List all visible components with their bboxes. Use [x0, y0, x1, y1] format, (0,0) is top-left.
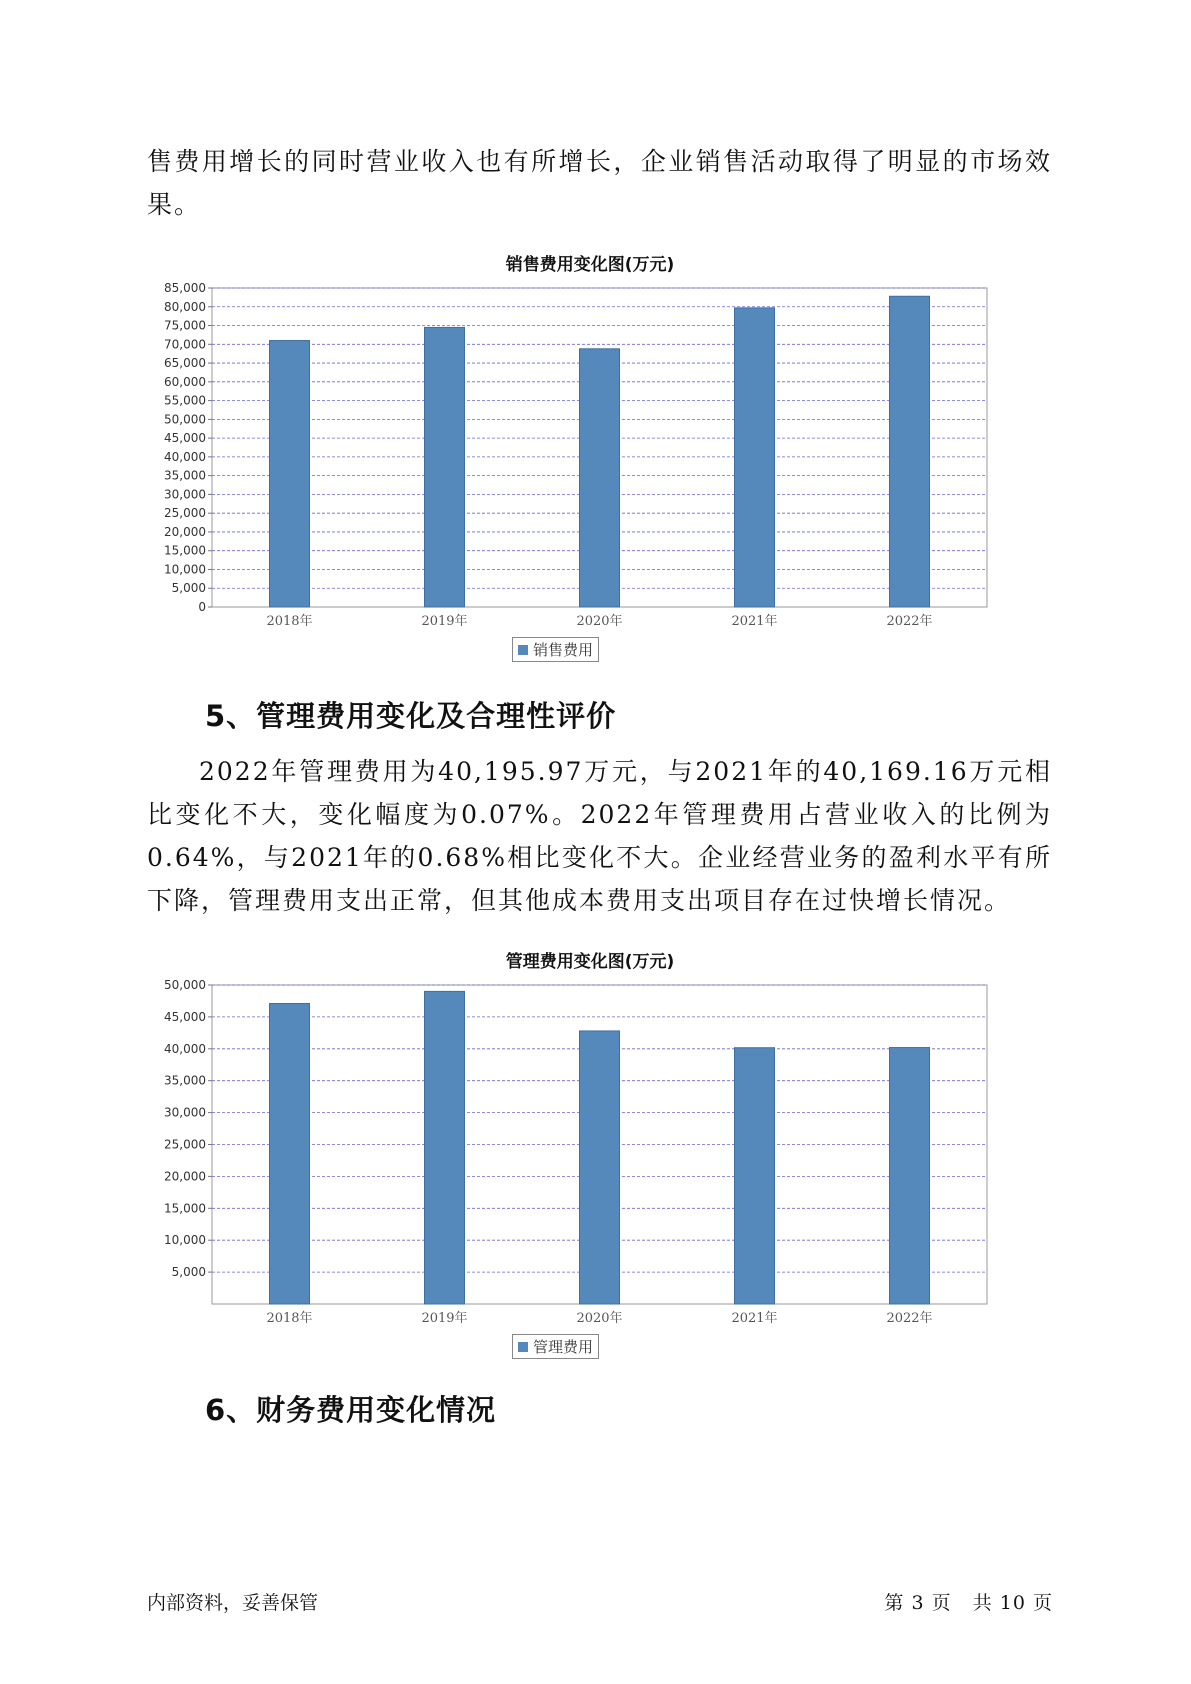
y-tick-label: 55,000 — [164, 393, 206, 408]
page-label-pre: 第 — [884, 1592, 905, 1614]
chart-title: 管理费用变化图(万元) — [505, 952, 675, 972]
y-tick-label: 10,000 — [164, 562, 206, 577]
y-tick-label: 45,000 — [164, 431, 206, 446]
chart-legend — [512, 1334, 599, 1359]
chart-legend — [512, 637, 599, 662]
bar — [580, 1031, 620, 1304]
legend-swatch — [518, 1342, 528, 1352]
admin-expense-plot — [160, 977, 1020, 1347]
y-tick-label: 85,000 — [164, 281, 206, 295]
y-tick-label: 5,000 — [171, 581, 206, 596]
y-tick-label: 40,000 — [164, 1041, 206, 1056]
bar — [425, 991, 465, 1304]
y-tick-label: 35,000 — [164, 1073, 206, 1088]
chart-title: 销售费用变化图(万元) — [505, 255, 675, 275]
y-tick-label: 0 — [198, 600, 206, 614]
footer-page-info — [884, 1588, 1053, 1615]
y-tick-label: 10,000 — [164, 1233, 206, 1248]
y-tick-label: 30,000 — [164, 487, 206, 502]
y-tick-label: 50,000 — [164, 978, 206, 992]
bar — [890, 1048, 930, 1304]
y-tick-label: 30,000 — [164, 1105, 206, 1120]
y-tick-label: 70,000 — [164, 337, 206, 352]
y-tick-label: 80,000 — [164, 299, 206, 314]
x-tick-label: 2022年 — [886, 1311, 933, 1326]
x-tick-label: 2018年 — [266, 1311, 313, 1326]
y-tick-label: 65,000 — [164, 356, 206, 371]
section-5-paragraph: 2022年管理费用为40,195.97万元，与2021年的40,169.16万元相比变化不大，变化幅度为0.07%。2022年管理费用占营业收入的比例为0.64%，与2021年的0.68%相比变化不大。企业经营业务的盈利水平有所下降，管理费用支出正常，但其他成本费用支出项目存在过快增长情况。 — [147, 757, 1052, 915]
total-pages: 10 — [999, 1592, 1026, 1614]
y-tick-label: 25,000 — [164, 1137, 206, 1152]
bar — [270, 1004, 310, 1304]
sales-expense-chart — [160, 250, 1020, 670]
sales-expense-plot — [160, 280, 1020, 650]
x-tick-label: 2018年 — [266, 614, 313, 629]
y-tick-label: 50,000 — [164, 412, 206, 427]
admin-expense-chart — [160, 947, 1020, 1367]
y-tick-label: 35,000 — [164, 468, 206, 483]
y-tick-label: 45,000 — [164, 1009, 206, 1024]
x-tick-label: 2021年 — [731, 614, 778, 629]
legend-swatch — [518, 645, 528, 655]
legend-label: 销售费用 — [533, 641, 594, 659]
x-tick-label: 2019年 — [421, 1311, 468, 1326]
y-tick-label: 75,000 — [164, 318, 206, 333]
x-tick-label: 2020年 — [576, 614, 623, 629]
bar — [270, 341, 310, 607]
bar — [580, 349, 620, 607]
x-tick-label: 2020年 — [576, 1311, 623, 1326]
y-tick-label: 20,000 — [164, 1169, 206, 1184]
total-label-post: 页 — [1032, 1592, 1053, 1614]
section-5-heading: 5、管理费用变化及合理性评价 — [205, 699, 617, 733]
section-6-heading: 6、财务费用变化情况 — [205, 1393, 497, 1427]
page-number: 3 — [911, 1592, 925, 1614]
y-tick-label: 5,000 — [171, 1265, 206, 1280]
x-tick-label: 2019年 — [421, 614, 468, 629]
bar — [735, 308, 775, 607]
y-tick-label: 15,000 — [164, 543, 206, 558]
bar — [735, 1048, 775, 1304]
y-tick-label: 25,000 — [164, 506, 206, 521]
page-label-mid: 页 — [931, 1592, 952, 1614]
y-tick-label: 60,000 — [164, 374, 206, 389]
intro-paragraph: 售费用增长的同时营业收入也有所增长，企业销售活动取得了明显的市场效果。 — [147, 147, 1052, 219]
footer-confidential: 内部资料，妥善保管 — [147, 1592, 319, 1614]
total-label-pre: 共 — [972, 1592, 993, 1614]
bar — [425, 327, 465, 607]
y-tick-label: 15,000 — [164, 1201, 206, 1216]
x-tick-label: 2021年 — [731, 1311, 778, 1326]
legend-label: 管理费用 — [533, 1338, 594, 1356]
bar — [890, 296, 930, 607]
x-tick-label: 2022年 — [886, 614, 933, 629]
y-tick-label: 20,000 — [164, 524, 206, 539]
y-tick-label: 40,000 — [164, 449, 206, 464]
